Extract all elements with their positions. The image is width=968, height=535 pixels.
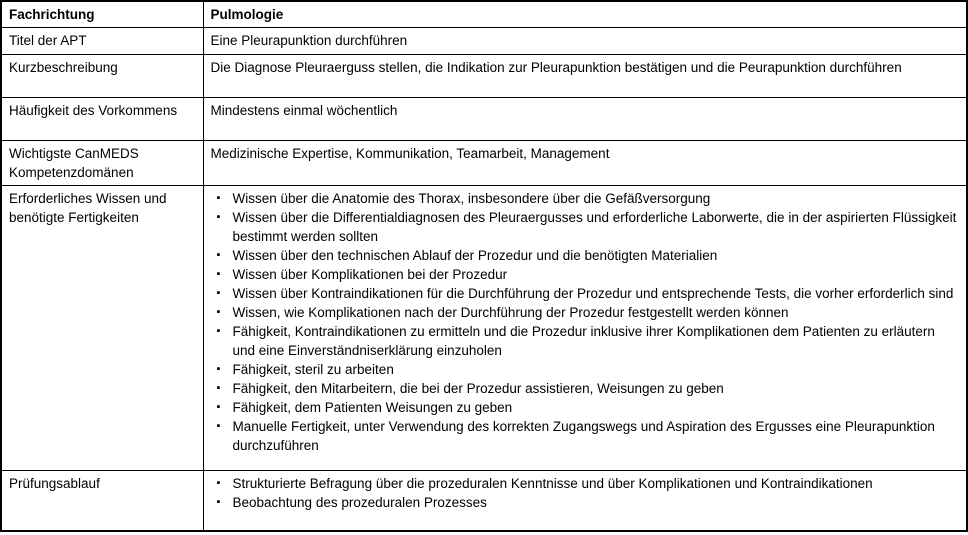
bullet-text: Wissen über die Anatomie des Thorax, insbesondere über die Gefäßversorgung: [232, 191, 711, 206]
bullet-text: Fähigkeit, dem Patienten Weisungen zu geben: [232, 400, 513, 415]
bullet-item: [211, 189, 960, 208]
bullet-square-icon: ▪: [216, 249, 221, 261]
bullet-text: Beobachtung des prozeduralen Prozesses: [232, 495, 487, 510]
bullet-square-icon: ▪: [216, 363, 221, 375]
table-row: [1, 141, 967, 186]
bullet-square-icon: ▪: [216, 420, 221, 432]
row-label-wissen-fertigkeiten: Erforderliches Wissen und benötigte Fertigkeiten: [1, 186, 203, 471]
bullet-item: [211, 208, 960, 246]
bullet-square-icon: ▪: [216, 268, 221, 280]
bullet-item: [211, 303, 960, 322]
bullet-item: [211, 360, 960, 379]
row-value-titel-der-apt: Eine Pleurapunktion durchführen: [203, 28, 967, 55]
table-header-row: [1, 1, 967, 28]
table-row: [1, 186, 967, 471]
bullet-square-icon: ▪: [216, 325, 221, 337]
row-value-kurzbeschreibung: Die Diagnose Pleuraerguss stellen, die Indikation zur Pleurapunktion bestätigen und die Peurapunktion durchführen: [203, 55, 967, 98]
bullet-list: [211, 474, 960, 512]
bullet-text: Fähigkeit, den Mitarbeitern, die bei der Prozedur assistieren, Weisungen zu geben: [232, 381, 724, 396]
bullet-text: Wissen über die Differentialdiagnosen des Pleuraergusses und erforderliche Laborwerte, die in der aspirierten Flüssigkeit bestimmt werden sollten: [232, 210, 957, 244]
row-value-wissen-fertigkeiten: [203, 186, 967, 471]
header-cell-fachrichtung: Fachrichtung: [1, 1, 203, 28]
row-label-pruefungsablauf: Prüfungsablauf: [1, 471, 203, 531]
bullet-text: Strukturierte Befragung über die prozeduralen Kenntnisse und über Komplikationen und Kontraindikationen: [232, 476, 873, 491]
bullet-item: [211, 474, 960, 493]
bullet-item: [211, 246, 960, 265]
row-value-canmeds: Medizinische Expertise, Kommunikation, Teamarbeit, Management: [203, 141, 967, 186]
row-label-titel-der-apt: Titel der APT: [1, 28, 203, 55]
row-label-haeufigkeit: Häufigkeit des Vorkommens: [1, 98, 203, 141]
bullet-text: Wissen über den technischen Ablauf der Prozedur und die benötigten Materialien: [232, 248, 718, 263]
bullet-square-icon: ▪: [216, 306, 221, 318]
bullet-item: [211, 379, 960, 398]
bullet-text: Wissen über Komplikationen bei der Prozedur: [232, 267, 508, 282]
bullet-item: [211, 265, 960, 284]
bullet-square-icon: ▪: [216, 382, 221, 394]
row-value-pruefungsablauf: [203, 471, 967, 531]
bullet-square-icon: ▪: [216, 192, 221, 204]
bullet-square-icon: ▪: [216, 496, 221, 508]
table-row: [1, 98, 967, 141]
table-row: [1, 55, 967, 98]
bullet-list: [211, 189, 960, 455]
row-value-haeufigkeit: Mindestens einmal wöchentlich: [203, 98, 967, 141]
bullet-text: Fähigkeit, steril zu arbeiten: [232, 362, 394, 377]
bullet-square-icon: ▪: [216, 287, 221, 299]
bullet-square-icon: ▪: [216, 401, 221, 413]
table-row: [1, 28, 967, 55]
bullet-item: [211, 417, 960, 455]
table-row: [1, 471, 967, 531]
bullet-item: [211, 398, 960, 417]
bullet-text: Wissen, wie Komplikationen nach der Durchführung der Prozedur festgestellt werden können: [232, 305, 789, 320]
bullet-item: [211, 284, 960, 303]
bullet-square-icon: ▪: [216, 211, 221, 223]
bullet-item: [211, 322, 960, 360]
row-label-kurzbeschreibung: Kurzbeschreibung: [1, 55, 203, 98]
header-cell-pulmologie: Pulmologie: [203, 1, 967, 28]
bullet-square-icon: ▪: [216, 477, 221, 489]
bullet-text: Manuelle Fertigkeit, unter Verwendung des korrekten Zugangswegs und Aspiration des Ergusses eine Pleurapunktion durchzuführen: [232, 419, 935, 453]
bullet-text: Fähigkeit, Kontraindikationen zu ermitteln und die Prozedur inklusive ihrer Komplikationen dem Patienten zu erläutern und eine Einverständniserklärung einzuholen: [232, 324, 935, 358]
row-label-canmeds: Wichtigste CanMEDS Kompetenzdomänen: [1, 141, 203, 186]
bullet-text: Wissen über Kontraindikationen für die Durchführung der Prozedur und entsprechende Tests, die vorher erforderlich sind: [232, 286, 954, 301]
bullet-item: [211, 493, 960, 512]
